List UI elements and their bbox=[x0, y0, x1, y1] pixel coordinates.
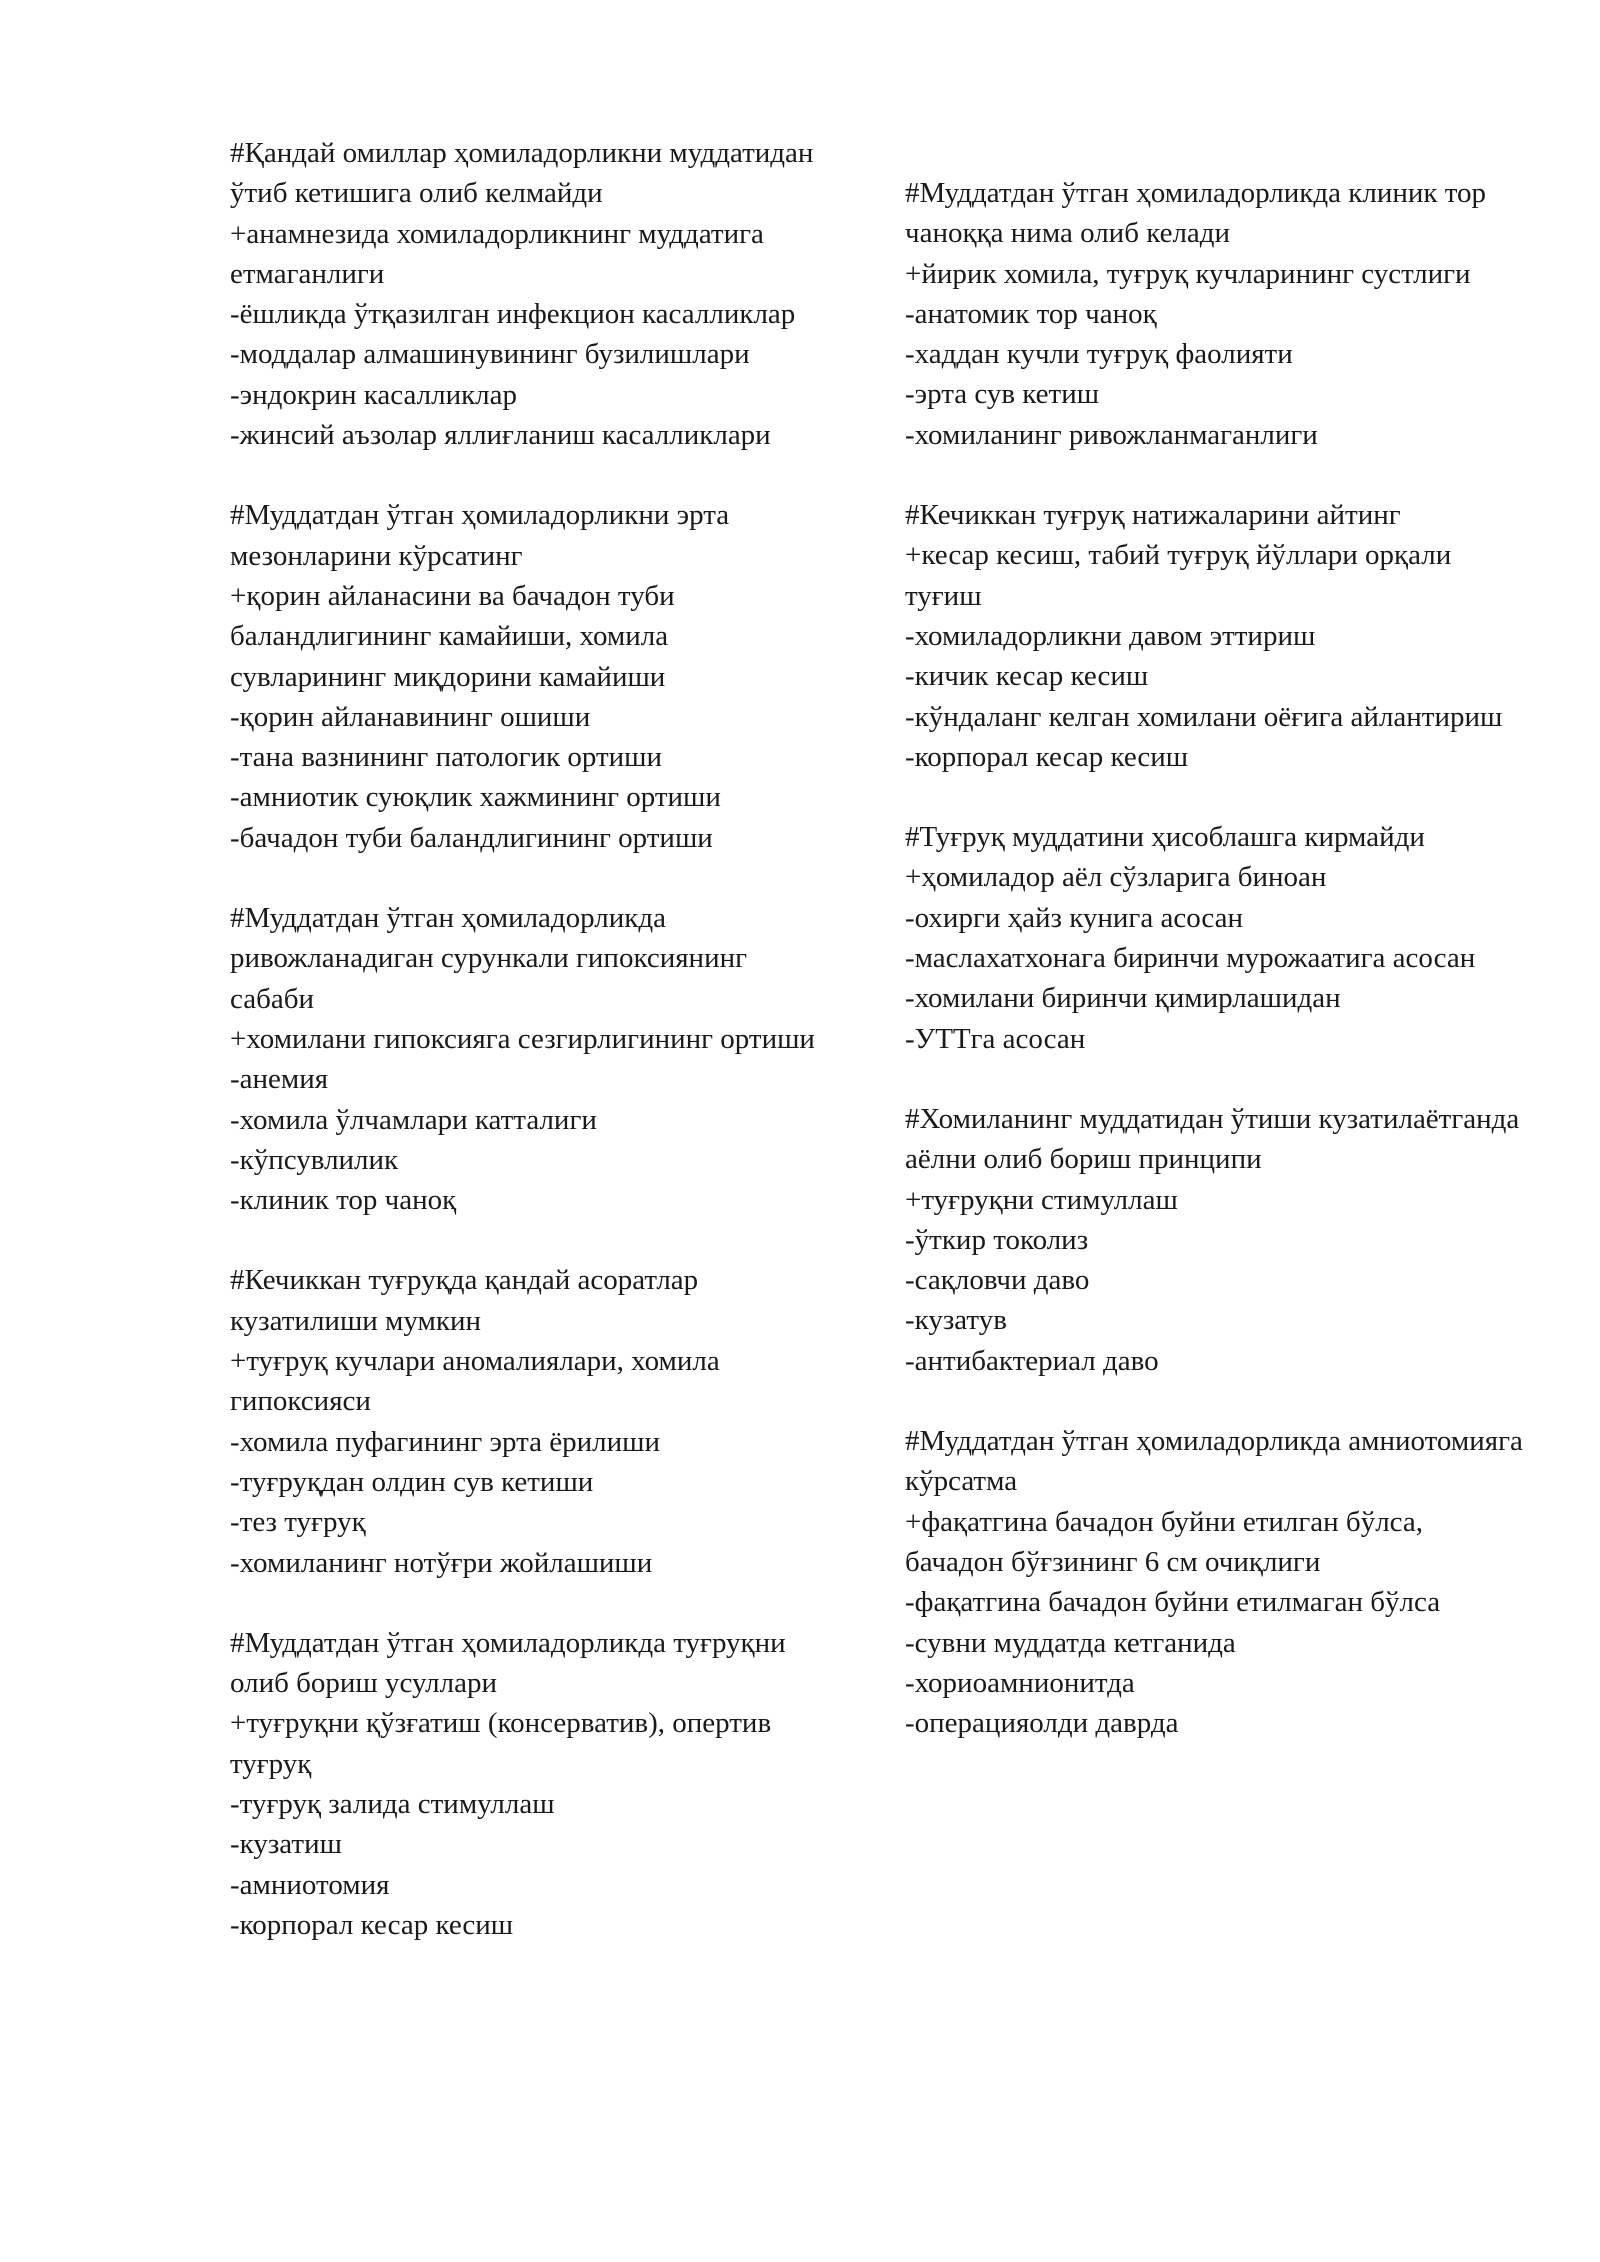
answer-option: -фақатгина бачадон буйни етилмаган бўлса bbox=[905, 1586, 1441, 1619]
answer-option: -амниотик суюқлик хажмининг ортиши bbox=[230, 781, 721, 814]
question-text: #Туғруқ муддатини ҳисоблашга кирмайди bbox=[905, 821, 1425, 854]
answer-option: -анемия bbox=[230, 1063, 329, 1096]
answer-option: -кичик кесар кесиш bbox=[905, 660, 1149, 693]
question-block bbox=[905, 173, 1525, 455]
question-text: #Қандай омиллар ҳомиладорликни муддатидан ўтиб кетишига олиб келмайди bbox=[230, 137, 814, 210]
answer-correct: +туғруқ кучлари аномалиялари, хомила гипоксияси bbox=[230, 1345, 720, 1418]
answer-correct: +анамнезида хомиладорликнинг муддатига етмаганлиги bbox=[230, 217, 764, 290]
answer-correct: +қорин айланасини ва бачадон туби баландлигининг камайиши, хомила сувларининг миқдорини камайиши bbox=[230, 579, 675, 693]
answer-option: -охирги ҳайз кунига асосан bbox=[905, 901, 1244, 934]
answer-option: -эндокрин касалликлар bbox=[230, 378, 518, 411]
answer-option: -жинсий аъзолар яллиғланиш касалликлари bbox=[230, 419, 771, 452]
answer-option: -моддалар алмашинувининг бузилишлари bbox=[230, 338, 750, 371]
left-column bbox=[230, 133, 830, 1985]
answer-option: -амниотомия bbox=[230, 1868, 390, 1901]
question-block bbox=[230, 898, 830, 1220]
answer-option: -тез туғруқ bbox=[230, 1506, 366, 1539]
answer-option: -корпорал кесар кесиш bbox=[230, 1908, 514, 1941]
answer-option: -хомила ўлчамлари катталиги bbox=[230, 1103, 597, 1136]
question-block bbox=[230, 133, 830, 455]
answer-option: -клиник тор чаноқ bbox=[230, 1184, 457, 1217]
answer-option: -кузатув bbox=[905, 1304, 1007, 1337]
answer-option: -қорин айланавининг ошиши bbox=[230, 700, 591, 733]
answer-correct: +хомилани гипоксияга сезгирлигининг ортиши bbox=[230, 1022, 815, 1055]
question-text: #Муддатдан ўтган ҳомиладорликда амниотомияга кўрсатма bbox=[905, 1425, 1523, 1498]
answer-option: -хомиладорликни давом эттириш bbox=[905, 619, 1316, 652]
answer-option: -хомилани биринчи қимирлашидан bbox=[905, 982, 1341, 1015]
answer-option: -антибактериал даво bbox=[905, 1344, 1159, 1377]
right-column bbox=[905, 173, 1525, 1783]
answer-option: -хомиланинг ривожланмаганлиги bbox=[905, 418, 1318, 451]
question-block bbox=[230, 1623, 830, 1945]
question-block bbox=[230, 495, 830, 858]
answer-option: -маслахатхонага биринчи мурожаатига асосан bbox=[905, 942, 1476, 975]
answer-option: -хомила пуфагининг эрта ёрилиши bbox=[230, 1425, 660, 1458]
answer-option: -корпорал кесар кесиш bbox=[905, 740, 1189, 773]
answer-option: -бачадон туби баландлигининг ортиши bbox=[230, 821, 713, 854]
answer-correct: +кесар кесиш, табий туғруқ йўллари орқали туғиш bbox=[905, 539, 1452, 612]
question-text: #Кечиккан туғруқда қандай асоратлар кузатилиши мумкин bbox=[230, 1264, 699, 1337]
question-text: #Муддатдан ўтган ҳомиладорликни эрта мезонларини кўрсатинг bbox=[230, 499, 730, 572]
question-text: #Кечиккан туғруқ натижаларини айтинг bbox=[905, 499, 1401, 532]
answer-correct: +фақатгина бачадон буйни етилган бўлса, бачадон бўғзининг 6 см очиқлиги bbox=[905, 1505, 1424, 1578]
answer-option: -операцияолди даврда bbox=[905, 1707, 1179, 1740]
question-text: #Муддатдан ўтган ҳомиладорликда ривожланадиган сурункали гипоксиянинг сабаби bbox=[230, 902, 748, 1015]
answer-option: -эрта сув кетиш bbox=[905, 378, 1100, 411]
question-block bbox=[905, 1421, 1525, 1743]
question-block bbox=[905, 495, 1525, 777]
question-block bbox=[230, 1260, 830, 1582]
answer-option: -тана вазнининг патологик ортиши bbox=[230, 741, 663, 774]
answer-option: -хориоамнионитда bbox=[905, 1666, 1135, 1699]
answer-option: -туғруқ залида стимуллаш bbox=[230, 1787, 555, 1820]
answer-option: -кузатиш bbox=[230, 1828, 342, 1861]
answer-option: -кўпсувлилик bbox=[230, 1143, 399, 1176]
answer-option: -ўткир токолиз bbox=[905, 1223, 1089, 1256]
answer-option: -хомиланинг нотўғри жойлашиши bbox=[230, 1546, 653, 1579]
answer-correct: +туғруқни стимуллаш bbox=[905, 1183, 1178, 1216]
question-text: #Хомиланинг муддатидан ўтиши кузатилаётганда аёлни олиб бориш принципи bbox=[905, 1102, 1520, 1176]
question-block bbox=[905, 817, 1525, 1059]
answer-option: -кўндаланг келган хомилани оёғига айлантириш bbox=[905, 700, 1503, 733]
answer-option: -сувни муддатда кетганида bbox=[905, 1626, 1236, 1659]
answer-option: -УТТга асосан bbox=[905, 1022, 1086, 1055]
question-text: #Муддатдан ўтган ҳомиладорликда туғруқни олиб бориш усуллари bbox=[230, 1626, 786, 1700]
answer-option: -сақловчи даво bbox=[905, 1264, 1090, 1297]
answer-correct: +йирик хомила, туғруқ кучларининг сустлиги bbox=[905, 257, 1471, 290]
answer-correct: +ҳомиладор аёл сўзларига биноан bbox=[905, 861, 1327, 894]
answer-option: -анатомик тор чаноқ bbox=[905, 297, 1157, 330]
answer-option: -ёшликда ўтқазилган инфекцион касалликлар bbox=[230, 298, 796, 331]
question-text: #Муддатдан ўтган ҳомиладорликда клиник тор чаноққа нима олиб келади bbox=[905, 177, 1487, 250]
question-block bbox=[905, 1099, 1525, 1381]
answer-option: -туғруқдан олдин сув кетиши bbox=[230, 1465, 594, 1498]
answer-correct: +туғруқни қўзғатиш (консерватив), опертив туғруқ bbox=[230, 1707, 772, 1780]
answer-option: -хаддан кучли туғруқ фаолияти bbox=[905, 338, 1293, 371]
